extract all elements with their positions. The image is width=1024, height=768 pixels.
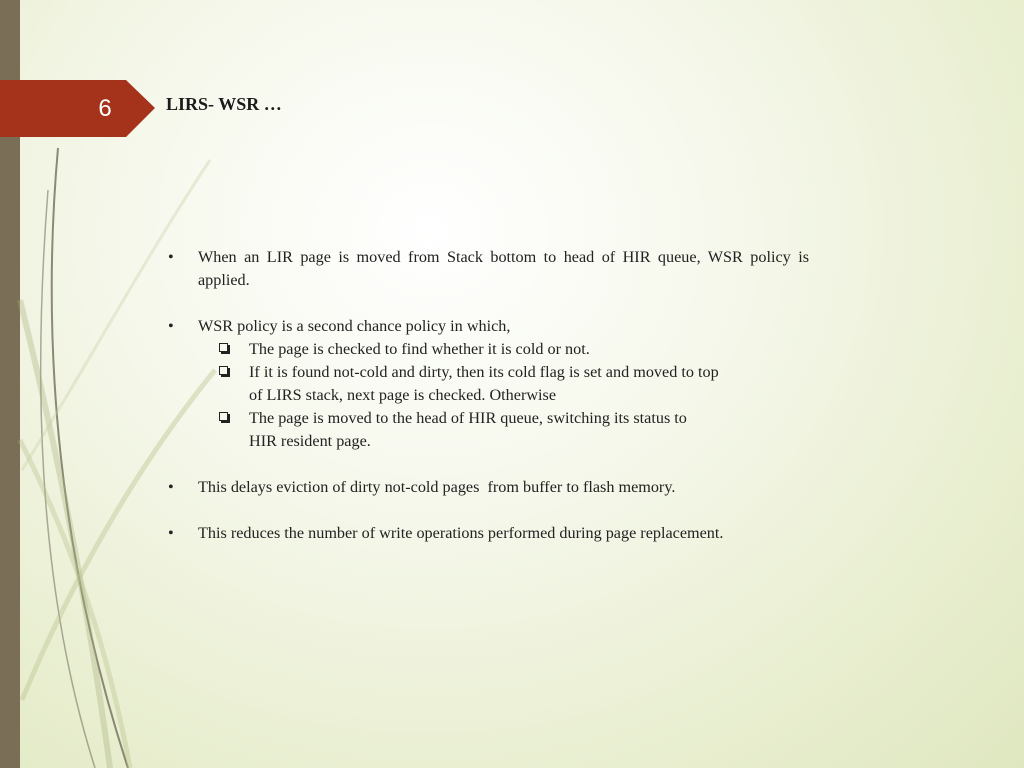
sub-item-text: The page is checked to find whether it is cold or not. — [249, 340, 590, 358]
bullet-text: This delays eviction of dirty not-cold pages from buffer to flash memory. — [198, 478, 676, 496]
bullet-dot-icon: • — [168, 524, 174, 542]
checkbox-bullet-icon — [219, 412, 228, 421]
sub-list-item — [168, 338, 809, 361]
checkbox-bullet-icon — [219, 366, 228, 375]
sub-item-text: If it is found not-cold and dirty, then its cold flag is set and moved to top — [249, 363, 719, 381]
checkbox-bullet-icon — [219, 343, 228, 352]
bullet-item — [168, 522, 809, 545]
bullet-dot-icon: • — [168, 317, 174, 335]
slide-content — [168, 246, 809, 545]
bullet-item — [168, 315, 809, 338]
bullet-item — [168, 246, 809, 292]
bullet-dot-icon: • — [168, 248, 174, 266]
bullet-text: WSR policy is a second chance policy in which, — [198, 317, 511, 335]
bullet-item — [168, 476, 809, 499]
bullet-text: This reduces the number of write operations performed during page replacement. — [198, 524, 724, 542]
sub-list-item — [168, 361, 809, 407]
bullet-text: When an LIR page is moved from Stack bottom to head of HIR queue, WSR policy is applied. — [198, 248, 809, 289]
sub-list-item — [168, 407, 809, 453]
sub-item-text: of LIRS stack, next page is checked. Otherwise — [249, 386, 557, 404]
sub-item-text: HIR resident page. — [249, 432, 371, 450]
slide-number: 6 — [98, 95, 112, 122]
slide-title: LIRS- WSR … — [166, 94, 282, 114]
bullet-dot-icon: • — [168, 478, 174, 496]
sub-item-text: The page is moved to the head of HIR queue, switching its status to — [249, 409, 687, 427]
slide-number-tab — [0, 80, 155, 137]
